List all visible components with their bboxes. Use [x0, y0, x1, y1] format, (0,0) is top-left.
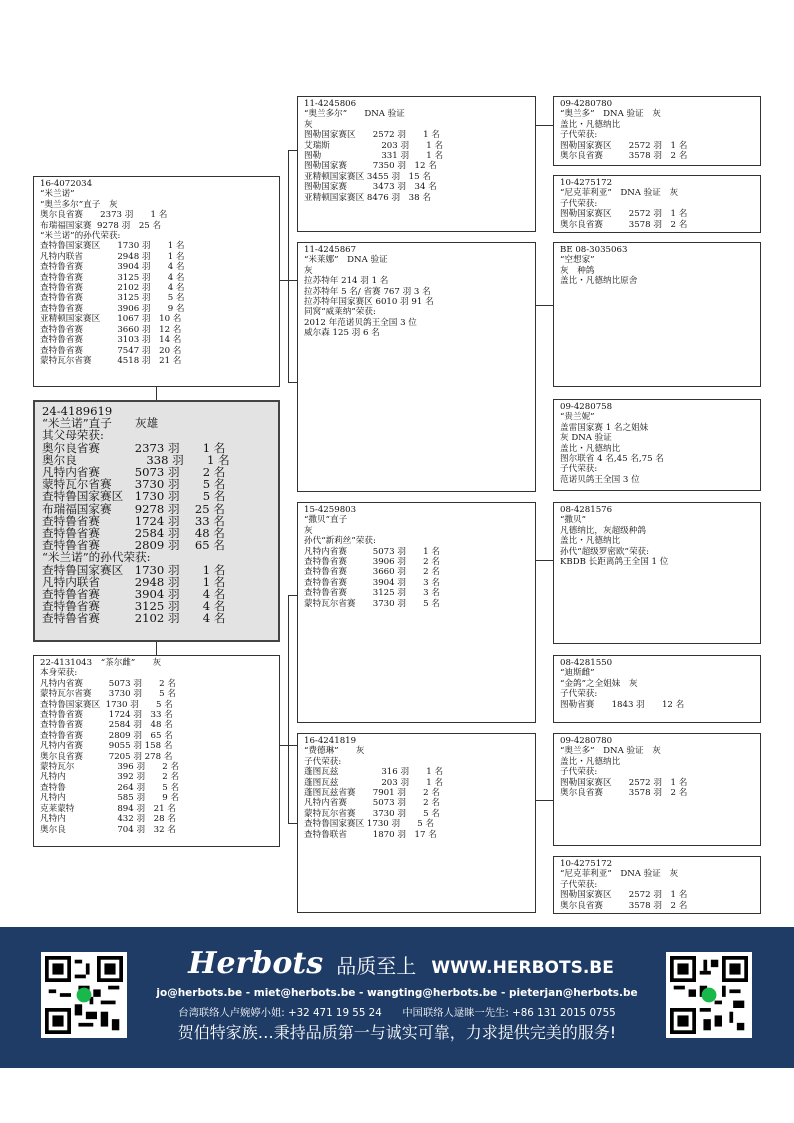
pedigree-line: 查特鲁 264 羽 5 名: [40, 782, 180, 793]
connector: [288, 150, 289, 382]
pedigree-line: 查特鲁省赛 3125 羽 3 名: [304, 588, 440, 599]
pedigree-line: 拉苏特年国家赛区 6010 羽 91 名: [304, 297, 434, 308]
pedigree-line: 威尔森 125 羽 6 名: [304, 328, 380, 339]
pedigree-line: 奥尔良 338 羽 1 名: [42, 452, 230, 467]
pedigree-line: 凡特内省赛 5073 羽 2 名: [304, 798, 440, 809]
pedigree-line: 奥尔良省赛 3578 羽 2 名: [560, 219, 688, 230]
pedigree-line: 查特鲁国家赛区 1730 羽 1 名: [42, 562, 226, 577]
pedigree-line: 查特鲁省赛 2102 羽 4 名: [40, 283, 185, 294]
pedigree-line: 范诺贝鸽王全国 3 位: [560, 474, 640, 485]
pedigree-line: 奥尔良省赛 2373 羽 1 名: [40, 210, 168, 221]
pedigree-line: 蒙特瓦尔省赛 3730 羽 5 名: [304, 808, 440, 819]
connector: [156, 386, 157, 400]
pedigree-line: 子代荣获:: [304, 756, 342, 767]
pedigree-line: 24-4189619: [42, 404, 113, 418]
pedigree-line: 22-4131043 “茶尔雌” 灰: [40, 658, 162, 668]
wechat-logo-icon: [702, 988, 717, 1003]
pedigree-line: 盖比・凡德纳比: [560, 119, 621, 130]
pedigree-line: 查特鲁省赛 3125 羽 4 名: [40, 272, 185, 283]
pedigree-line: “奥兰多尔”直子 灰: [40, 199, 118, 210]
pedigree-line: 灰: [304, 525, 313, 536]
pedigree-line: 盖比・凡德纳比: [560, 536, 621, 547]
ancestor-card-5: [553, 502, 761, 644]
pedigree-line: 灰 DNA 验证: [560, 433, 612, 444]
pedigree-line: “米兰诺”直子 灰雄: [42, 416, 159, 431]
pedigree-line: 凡特内 432 羽 28 名: [40, 814, 176, 825]
pedigree-line: 查特鲁省赛 3904 羽 4 名: [40, 262, 185, 273]
pedigree-line: 查特鲁省赛 3906 羽 2 名: [304, 557, 440, 568]
pedigree-line: 图尔联省 4 名,45 名,75 名: [560, 454, 664, 465]
pedigree-line: 查特鲁省赛 3904 羽 3 名: [304, 577, 440, 588]
pedigree-line: 查特鲁省赛 2809 羽 65 名: [42, 538, 225, 553]
sire-sire-card: [297, 96, 536, 232]
pedigree-line: 奥尔良省赛 7205 羽 278 名: [40, 751, 173, 762]
pedigree-line: 查特鲁国家赛区 1730 羽 5 名: [42, 489, 226, 504]
pedigree-line: 子代荣获:: [560, 198, 598, 209]
pedigree-line: 亚精顿国家赛区 1067 羽 10 名: [40, 314, 182, 325]
pedigree-line: 09-4280758: [560, 402, 613, 412]
pedigree-line: 08-4281550: [560, 658, 613, 668]
pedigree-line: 09-4280780: [560, 736, 613, 746]
ancestor-card-4: [553, 399, 761, 491]
pedigree-line: 图勒国家赛区 2572 羽 1 名: [560, 890, 688, 901]
pedigree-line: 查特鲁国家赛区 1730 羽 5 名: [304, 819, 435, 830]
pedigree-line: 11-4245867: [304, 245, 357, 255]
pedigree-line: 11-4245806: [304, 99, 357, 109]
pedigree-line: 子代荣获:: [560, 130, 598, 141]
pedigree-line: 本身荣获:: [40, 668, 78, 679]
pedigree-line: 查特鲁省赛 1724 羽 33 名: [40, 710, 173, 721]
pedigree-line: 灰: [304, 265, 313, 276]
pedigree-line: 孙代“超级罗密欧”荣获:: [560, 546, 650, 557]
pedigree-line: 克莱蒙特 894 羽 21 名: [40, 803, 176, 814]
ancestor-card-6: [553, 655, 761, 723]
ancestor-card-2: [553, 175, 761, 233]
slogan: 品质至上: [336, 954, 417, 978]
pedigree-line: 图勒省赛 1843 羽 12 名: [560, 699, 685, 710]
pedigree-line: 子代荣获:: [560, 767, 598, 778]
pedigree-line: 凡特内省赛 5073 羽 2 名: [40, 678, 176, 689]
pedigree-line: 查特鲁省赛 2584 羽 48 名: [40, 720, 173, 731]
pedigree-line: 奥尔良省赛 2373 羽 1 名: [42, 440, 226, 455]
contact-phones: 台湾联络人卢婉婷小姐: +32 471 19 55 24 中国联络人逯睐一先生: +86 131 2015 0755: [178, 1007, 616, 1019]
pedigree-line: 盖比・凡德纳比原舍: [560, 276, 638, 287]
pedigree-line: “空想家”: [560, 255, 595, 266]
ancestor-card-8: [553, 856, 761, 914]
pedigree-line: 图勒国家赛 3473 羽 34 名: [304, 182, 437, 193]
pedigree-line: 凡特内 392 羽 2 名: [40, 772, 180, 783]
connector: [535, 125, 553, 126]
pedigree-line: 查特鲁省赛 2102 羽 4 名: [42, 611, 226, 626]
pedigree-line: “贵兰妮”: [560, 412, 595, 423]
pedigree-line: 查特鲁省赛 1724 羽 33 名: [42, 513, 225, 528]
pedigree-line: 10-4275172: [560, 178, 613, 188]
pedigree-line: 查特鲁省赛 3103 羽 14 名: [40, 335, 182, 346]
pedigree-line: 蒙特瓦尔省赛 4518 羽 21 名: [40, 355, 182, 366]
pedigree-line: 凡特内省赛 5073 羽 1 名: [304, 546, 440, 557]
line-logo-icon: [77, 988, 92, 1003]
pedigree-line: 奥尔良 704 羽 32 名: [40, 824, 176, 835]
pedigree-line: 盖比・凡德纳比: [560, 756, 621, 767]
pedigree-line: 查特鲁省赛 3660 羽 12 名: [40, 324, 182, 335]
pedigree-line: 16-4241819: [304, 736, 357, 746]
pedigree-line: 蓬图瓦兹 316 羽 1 名: [304, 767, 444, 778]
pedigree-line: “迪斯雌”: [560, 668, 595, 679]
main-bird-card: [33, 400, 280, 642]
pedigree-line: 蒙特瓦尔省赛 3730 羽 5 名: [40, 689, 176, 700]
wechat-qr-code[interactable]: [666, 952, 752, 1038]
family-motto: 贺伯特家族…秉持品质第一与诚实可靠，力求提供完美的服务!: [177, 1023, 617, 1042]
pedigree-line: 查特鲁省赛 2584 羽 48 名: [42, 526, 225, 541]
pedigree-line: 查特鲁国家赛区 1730 羽 1 名: [40, 241, 185, 252]
connector: [288, 150, 297, 151]
website-link[interactable]: WWW.HERBOTS.BE: [431, 958, 614, 978]
qr-code-icon: [670, 956, 748, 1034]
pedigree-line: 图勒 331 羽 1 名: [304, 151, 444, 162]
pedigree-line: 查特鲁国家赛区 1730 羽 5 名: [40, 699, 173, 710]
pedigree-line: 凡特内联省 2948 羽 1 名: [40, 251, 185, 262]
pedigree-line: 图勒国家赛区 2572 羽 1 名: [560, 140, 688, 151]
connector: [535, 305, 553, 306]
pedigree-line: 艾瑞斯 203 羽 1 名: [304, 140, 444, 151]
dam-card: [33, 655, 280, 847]
pedigree-line: 08-4281576: [560, 505, 613, 515]
pedigree-line: 蒙特瓦尔省赛 3730 羽 5 名: [304, 598, 440, 609]
pedigree-line: “奥兰多” DNA 验证 灰: [560, 109, 661, 120]
pedigree-line: 奥尔良省赛 3578 羽 2 名: [560, 151, 688, 162]
sire-dam-card: [297, 242, 536, 492]
pedigree-line: “奥兰多尔” DNA 验证: [304, 109, 405, 120]
pedigree-line: 同窝“威莱纳”荣获:: [304, 307, 376, 318]
pedigree-line: 查特鲁省赛 3125 羽 5 名: [40, 293, 185, 304]
pedigree-line: “撒贝”直子: [304, 515, 348, 526]
pedigree-line: 2012 年范诺贝鸽王全国 3 位: [304, 317, 417, 328]
pedigree-line: “米兰诺”的孙代荣获:: [42, 550, 151, 565]
connector: [288, 382, 297, 383]
pedigree-line: “米兰诺”的孙代荣获:: [40, 231, 121, 242]
herbots-logo: Herbots: [188, 946, 324, 981]
pedigree-line: 子代荣获:: [560, 879, 598, 890]
pedigree-line: 蓬图瓦兹省赛 7901 羽 2 名: [304, 788, 440, 799]
brand-line: [186, 946, 616, 981]
pedigree-line: 子代荣获:: [560, 464, 598, 475]
connector: [535, 800, 553, 801]
connector: [288, 595, 289, 823]
pedigree-line: KBDB 长距离鸽王全国 1 位: [560, 557, 669, 568]
pedigree-line: 凡德纳比，灰超级种鸽: [560, 525, 646, 536]
pedigree-line: 凡特内联省 2948 羽 1 名: [42, 574, 226, 589]
pedigree-line: 查特鲁省赛 3125 羽 4 名: [42, 599, 226, 614]
pedigree-line: “金鸽”之全姐妹 灰: [560, 678, 638, 689]
pedigree-line: “尼克菲利亚” DNA 验证 灰: [560, 869, 679, 880]
pedigree-line: 查特鲁联省 1870 羽 17 名: [304, 829, 437, 840]
pedigree-line: 亚精顿国家赛区 3455 羽 15 名: [304, 171, 431, 182]
pedigree-line: 查特鲁省赛 3660 羽 2 名: [304, 567, 440, 578]
ancestor-card-1: [553, 96, 761, 166]
pedigree-line: “米莱娜” DNA 验证: [304, 255, 388, 266]
pedigree-line: 孙代“新莉丝”荣获:: [304, 536, 376, 547]
dam-dam-card: [297, 733, 536, 913]
qr-code-icon: [45, 956, 123, 1034]
pedigree-line: 拉苏特年 5 名/ 省赛 767 羽 3 名: [304, 286, 431, 297]
pedigree-line: 灰 种鸽: [560, 265, 595, 276]
email-addresses[interactable]: jo@herbots.be - miet@herbots.be - wangting@herbots.be - pieterjan@herbots.be: [156, 987, 638, 999]
pedigree-line: 子代荣获:: [560, 689, 598, 700]
pedigree-line: “费德琳” 灰: [304, 746, 365, 757]
pedigree-line: 亚精顿国家赛区 8476 羽 38 名: [304, 192, 431, 203]
connector: [156, 641, 157, 655]
pedigree-line: 盖比・凡德纳比: [560, 443, 621, 454]
connector: [535, 560, 553, 561]
pedigree-line: BE 08-3035063: [560, 245, 628, 255]
sire-card: [33, 176, 280, 387]
ancestor-card-3: [553, 242, 761, 387]
pedigree-line: 凡特内省赛 5073 羽 2 名: [42, 465, 226, 480]
pedigree-line: 15-4259803: [304, 505, 357, 515]
pedigree-line: 查特鲁省赛 7547 羽 20 名: [40, 345, 182, 356]
pedigree-line: 盖雷国家赛 1 名之姐妹: [560, 422, 649, 433]
pedigree-line: 图勒国家赛区 2572 羽 1 名: [560, 209, 688, 220]
pedigree-line: “尼克菲利亚” DNA 验证 灰: [560, 188, 679, 199]
connector: [288, 823, 297, 824]
pedigree-line: 蒙特瓦尔省赛 3730 羽 5 名: [42, 477, 226, 492]
pedigree-line: 查特鲁省赛 2809 羽 65 名: [40, 730, 173, 741]
pedigree-line: 凡特内 585 羽 9 名: [40, 793, 180, 804]
pedigree-line: “米兰诺”: [40, 189, 75, 200]
pedigree-line: 奥尔良省赛 3578 羽 2 名: [560, 900, 688, 911]
pedigree-line: 灰: [304, 119, 313, 130]
pedigree-line: 布瑞福国家赛 9278 羽 25 名: [42, 501, 225, 516]
dam-sire-card: [297, 502, 536, 723]
ancestor-card-7: [553, 733, 761, 846]
pedigree-line: 拉苏特年 214 羽 1 名: [304, 276, 389, 287]
pedigree-line: 奥尔良省赛 3578 羽 2 名: [560, 788, 688, 799]
pedigree-line: “撒贝”: [560, 515, 586, 526]
pedigree-line: 图勒国家赛区 2572 羽 1 名: [304, 130, 440, 141]
pedigree-line: 查特鲁省赛 3906 羽 9 名: [40, 303, 185, 314]
pedigree-line: 图勒国家赛区 2572 羽 1 名: [560, 777, 688, 788]
pedigree-line: 10-4275172: [560, 859, 613, 869]
pedigree-line: 09-4280780: [560, 99, 613, 109]
pedigree-line: 16-4072034: [40, 179, 93, 189]
pedigree-line: 凡特内省赛 9055 羽 158 名: [40, 741, 173, 752]
line-qr-code[interactable]: [41, 952, 127, 1038]
pedigree-line: 蓬图瓦兹 203 羽 1 名: [304, 777, 444, 788]
pedigree-line: “奥兰多” DNA 验证 灰: [560, 746, 661, 757]
pedigree-line: 图勒国家赛 7350 羽 12 名: [304, 161, 437, 172]
pedigree-line: 布瑞福国家赛 9278 羽 25 名: [40, 220, 162, 231]
connector: [288, 595, 297, 596]
pedigree-line: 蒙特瓦尔 396 羽 2 名: [40, 762, 180, 773]
pedigree-line: 查特鲁省赛 3904 羽 4 名: [42, 587, 226, 602]
pedigree-line: 其父母荣获:: [42, 428, 104, 443]
